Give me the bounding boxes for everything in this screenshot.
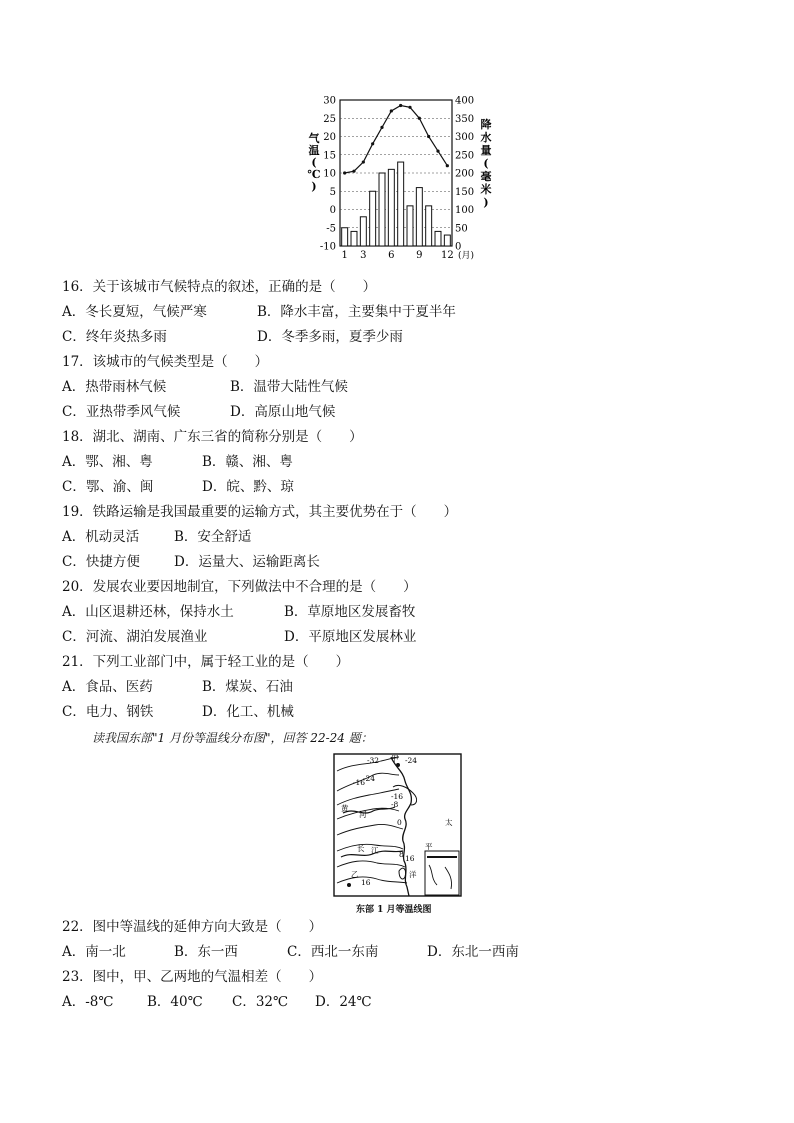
precip-bar — [416, 188, 422, 246]
x-tick-label: 6 — [388, 250, 395, 261]
option-item: C．鄂、渝、闽 — [62, 479, 154, 495]
map-label: -24 — [363, 774, 376, 783]
left-axis-label-char: ℃ — [307, 168, 321, 181]
option-item: B．煤炭、石油 — [202, 679, 293, 695]
precip-bar — [379, 173, 385, 246]
precip-bar — [435, 231, 441, 246]
temperature-point — [427, 135, 430, 138]
map-label: 河 — [359, 810, 367, 819]
point-jia — [396, 763, 400, 767]
left-axis-label-char: 气 — [308, 132, 320, 145]
temperature-point — [408, 106, 411, 109]
option-item: C．西北一东南 — [287, 944, 379, 960]
option-item: A．南一北 — [62, 944, 126, 960]
x-unit-label: (月) — [458, 251, 475, 261]
option-item: C．32℃ — [232, 994, 289, 1010]
question-stem: 22．图中等温线的延伸方向大致是（ ） — [62, 919, 323, 935]
option-item: D．皖、黔、琼 — [202, 479, 294, 495]
map-label: 8 — [399, 850, 404, 859]
left-tick-label: 25 — [323, 113, 336, 125]
temperature-point — [380, 126, 383, 129]
option-item: A．食品、医药 — [62, 679, 153, 695]
option-item: B．赣、湘、粤 — [202, 454, 293, 470]
precip-bar — [351, 231, 357, 246]
option-item: D．运量大、运输距离长 — [174, 554, 320, 570]
temperature-point — [371, 142, 374, 145]
point-yi — [347, 883, 351, 887]
option-item: A．热带雨林气候 — [62, 379, 167, 395]
option-item: D．东北一西南 — [427, 944, 519, 960]
temperature-line — [345, 105, 448, 173]
climate-chart — [300, 88, 500, 268]
right-tick-label: 150 — [455, 186, 475, 198]
precip-bar — [370, 191, 376, 246]
left-axis-label-char: ( — [311, 156, 317, 169]
precip-bar — [360, 217, 366, 246]
map-label: 洋 — [409, 870, 417, 879]
option-item: D．高原山地气候 — [230, 404, 336, 420]
option-item: B．安全舒适 — [174, 529, 252, 545]
map-label: 0 — [397, 818, 402, 827]
precip-bar — [444, 235, 450, 246]
map-label: 太 — [445, 818, 453, 827]
option-item: C．电力、钢铁 — [62, 704, 154, 720]
right-axis-label-char: ) — [483, 196, 489, 209]
question-stem: 20．发展农业要因地制宜，下列做法中不合理的是（ ） — [62, 579, 417, 595]
option-item: B．40℃ — [147, 994, 203, 1010]
right-axis-label-char: 米 — [480, 183, 492, 196]
question-stem: 16．关于该城市气候特点的叙述，正确的是（ ） — [62, 279, 377, 295]
right-axis-label-char: 毫 — [480, 170, 492, 183]
isotherm-map — [333, 753, 463, 913]
left-axis-label-char: ) — [311, 180, 317, 193]
option-item: A．山区退耕还林，保持水土 — [62, 604, 234, 620]
option-item: D．平原地区发展林业 — [284, 629, 417, 645]
right-tick-label: 400 — [455, 95, 475, 107]
map-label: -24 — [405, 756, 418, 765]
option-item: B．温带大陆性气候 — [230, 379, 348, 395]
option-item: C．亚热带季风气候 — [62, 404, 181, 420]
temperature-point — [390, 109, 393, 112]
x-tick-label: 3 — [360, 250, 367, 261]
left-tick-label: -10 — [319, 241, 336, 253]
temperature-point — [362, 160, 365, 163]
map-label: -32 — [367, 756, 380, 765]
map-label: 长 — [357, 844, 365, 853]
temperature-point — [436, 150, 439, 153]
precip-bar — [342, 228, 348, 246]
option-item: C．河流、湖泊发展渔业 — [62, 629, 208, 645]
map-label: 甲 — [391, 754, 399, 763]
precip-bar — [426, 206, 432, 246]
right-tick-label: 300 — [455, 132, 475, 143]
option-item: B．东一西 — [174, 944, 238, 960]
temperature-point — [418, 117, 421, 120]
right-axis-label-char: 降 — [480, 118, 492, 131]
option-item: B．降水丰富，主要集中于夏半年 — [257, 304, 456, 320]
option-item: A．-8℃ — [62, 994, 114, 1010]
left-tick-label: 15 — [323, 150, 336, 162]
map-label: 江 — [371, 846, 379, 855]
question-stem: 18．湖北、湖南、广东三省的简称分别是（ ） — [62, 429, 363, 445]
option-item: D．冬季多雨，夏季少雨 — [257, 329, 403, 345]
map-label: 黄 — [341, 804, 349, 813]
map-label: 16 — [405, 854, 415, 863]
temperature-point — [343, 171, 346, 174]
right-tick-label: 250 — [455, 150, 475, 162]
map-label: -16 — [353, 778, 366, 787]
map-label: 平 — [425, 842, 433, 851]
option-item: B．草原地区发展畜牧 — [284, 604, 416, 620]
map-label: -8 — [391, 800, 399, 809]
right-axis-label-char: 量 — [480, 144, 492, 157]
precip-bar — [388, 169, 394, 246]
left-axis-label-char: 温 — [308, 144, 320, 157]
precip-bar — [398, 162, 404, 246]
right-tick-label: 200 — [455, 168, 475, 180]
left-tick-label: 5 — [329, 186, 336, 198]
option-item: C．快捷方便 — [62, 554, 140, 570]
option-item: A．冬长夏短，气候严寒 — [62, 304, 207, 320]
question-stem: 19．铁路运输是我国最重要的运输方式，其主要优势在于（ ） — [62, 504, 458, 520]
x-tick-label: 12 — [440, 250, 454, 261]
question-stem: 23．图中，甲、乙两地的气温相差（ ） — [62, 969, 323, 985]
right-axis-label-char: 水 — [480, 131, 492, 144]
option-item: A．鄂、湘、粤 — [62, 454, 153, 470]
map-label: 16 — [361, 878, 371, 887]
x-tick-label: 1 — [341, 250, 348, 261]
temperature-point — [352, 170, 355, 173]
right-tick-label: 350 — [455, 113, 475, 125]
left-tick-label: -5 — [326, 223, 336, 235]
left-tick-label: 0 — [329, 205, 336, 216]
map-label: 乙 — [351, 870, 359, 879]
left-tick-label: 30 — [323, 95, 336, 107]
right-axis-label-char: ( — [483, 157, 489, 170]
option-item: C．终年炎热多雨 — [62, 329, 167, 345]
left-tick-label: 20 — [323, 132, 336, 143]
right-tick-label: 100 — [455, 205, 475, 216]
right-tick-label: 0 — [455, 241, 462, 253]
map-intro: 读我国东部"1 月份等温线分布图"，回答 22-24 题： — [92, 731, 373, 745]
question-stem: 21．下列工业部门中，属于轻工业的是（ ） — [62, 654, 350, 670]
option-item: D．化工、机械 — [202, 704, 294, 720]
x-tick-label: 9 — [416, 250, 423, 261]
temperature-point — [446, 164, 449, 167]
map-label: -16 — [391, 792, 404, 801]
temperature-point — [399, 104, 402, 107]
question-stem: 17．该城市的气候类型是（ ） — [62, 354, 269, 370]
right-tick-label: 50 — [455, 223, 468, 235]
precip-bar — [407, 206, 413, 246]
option-item: A．机动灵活 — [62, 529, 140, 545]
left-tick-label: 10 — [323, 168, 336, 180]
map-caption: 东部 1 月等温线图 — [356, 905, 432, 915]
option-item: D．24℃ — [315, 994, 372, 1010]
